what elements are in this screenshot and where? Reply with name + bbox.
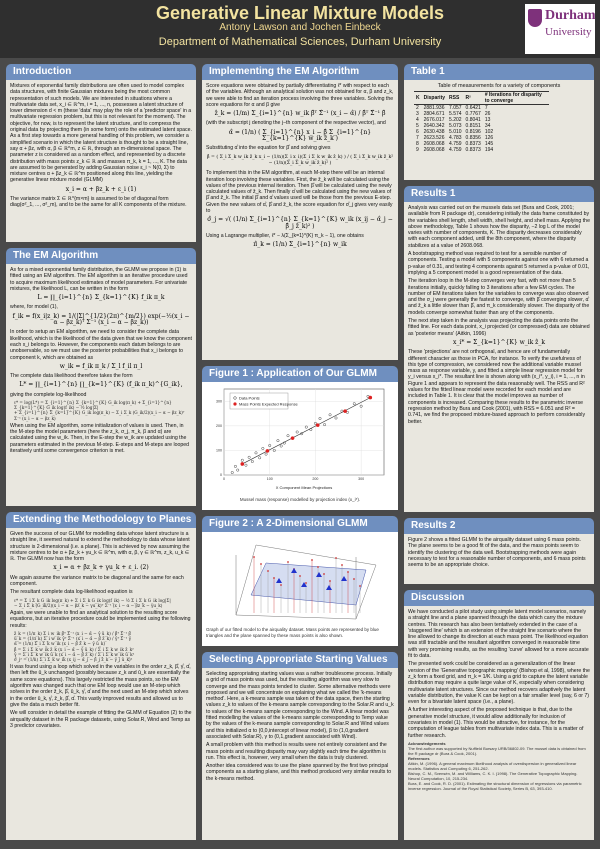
section-title-starting-values: Selecting Appropriate Starting Values xyxy=(202,652,398,668)
logo-name: Durham xyxy=(545,8,596,23)
x-tick-label: 100 xyxy=(266,477,273,481)
equation-sigma-update: σ̂_j = √( (1/n) Σ_{i=1}^{n} Σ_{k=1}^{K} w_ik (x_ij − α̂_j − β̂_j ẑ_k)² ) xyxy=(207,216,393,230)
implement-paragraph: Score equations were obtained by partially differentiating ℓ* with respect to each of the variables. Although an analytical solution was not obtained for α, β and z_k, we were able to find an iteration process involving the three variables. Solving the score equations for α and β give xyxy=(206,83,394,108)
observation-point xyxy=(353,578,355,580)
acknowledgements-text: The first author was supported by Nuffield Bursary URB/36802-09. The mussel data is obtained from the R package dr (Bura & Cook, 2001). xyxy=(408,745,586,756)
discussion-paragraph: The presented work could be considered as a generalization of the linear version of the 'Generative topographic mapping' (Bishop et al, 1998), where the z_k form a fixed grid, and π_k = 1/K. Using a grid to capture the latent variable distribution may require a quite large value of K, especially when considering multivariate latent structures. Since our method recovers adaptively the latent variable distribution, the value K can be kept on a fair smaller level (say, 6 or 7) even for a bivariate latent space (i.e., a plane). xyxy=(408,661,590,706)
reference-item: Aitkin, M. (1996). A general maximum likelihood analysis of overdispersion in generalized linear models. Statistics and Computing 6, 251-262. xyxy=(408,760,577,771)
mass-point xyxy=(266,449,270,453)
table-cell: 0.8151 xyxy=(465,123,481,130)
section-title-results1: Results 1 xyxy=(404,186,594,202)
table-cell: 5.574 xyxy=(449,111,462,118)
equation-line: γ̂ = Σ_i Σ_k w_ik û_k (x_i − α̂ − β̂ ẑ_k) / Σ_i Σ_k w_ik û_k² xyxy=(14,651,135,657)
y-tick-label: 100 xyxy=(216,448,222,453)
reference-item: Bishop, C. M., Svensén, M. and Williams, C. K. I. (1998). The Generative Topographic Mapping. Neural Computation, 10, 215-234. xyxy=(408,770,578,781)
figure1-caption: Mussel mass (response) modelled by projection index (x_i*). xyxy=(239,497,361,503)
table-cell: 9 xyxy=(416,147,419,154)
table-cell: 13 xyxy=(484,117,491,124)
equation-line: − Σ_i Σ_k (G_ik/2)(x_i − α − βz_k − γu_k)ᵀ Σ⁻¹ (x_i − α − βz_k − γu_k) xyxy=(14,602,163,608)
table-cell: 0.6421 xyxy=(465,105,481,112)
table-cell: 2623.526 xyxy=(423,135,445,142)
observation-point xyxy=(311,559,313,561)
mass-point xyxy=(343,409,347,413)
equation-line: β̂ = Σ_i Σ_k w_ik ẑ_k (x_i − α̂ − γ̂ û_k) / Σ_i Σ_k w_ik ẑ_k² xyxy=(14,646,134,652)
table-cell: 4.759 xyxy=(449,147,462,154)
x-tick-label: 0 xyxy=(223,477,225,481)
observation-point xyxy=(329,580,331,582)
section-title-implementing: Implementing the EM Algorithm xyxy=(202,64,398,80)
mass-point xyxy=(368,396,372,400)
table-cell: 7 xyxy=(484,105,488,112)
section-title-results2: Results 2 xyxy=(404,518,594,534)
table-cell: 4.783 xyxy=(449,135,462,142)
observation-point xyxy=(260,563,262,565)
results1-paragraph: The next step taken in the analysis was projecting the data points onto the fitted line. For each data point, x_i projected (or compressed) data are obtained as 'posterior means' (Aitkin, 1996) xyxy=(408,318,590,337)
em-paragraph: When using the EM algorithm, some initialization of values is used. Then, in the M-step the model parameters (here the z_k, σ_j, π_k, β and α) are calculated using the w_ik. Then, in the E-step the w_ik are updated using the parameters estimated in the previous M-step. E-steps and M-steps are looped iteratively until some convergence criterion is met. xyxy=(10,422,190,455)
section-title-table1: Table 1 xyxy=(404,64,594,80)
observation-point xyxy=(253,556,255,558)
table-cell: 2608.068 xyxy=(423,147,445,154)
equation-line: α̂ = (1/n) Σ_i Σ_k w_ik (x_i − β̂ ẑ_k − γ̂ û_k) xyxy=(14,641,106,647)
crest-icon xyxy=(528,9,542,27)
x-tick-label: 300 xyxy=(358,477,365,481)
em-paragraph: giving the complete log-likelihood xyxy=(10,391,87,398)
observation-point xyxy=(305,582,307,584)
discussion-paragraph: We have conducted a pilot study using simple latent model scenarios, namely a straight line and a plane spanned through the data which carry the mixture centres. This research has also been tentatively extended in the case of a 'staggered line' which is an extension of the straight line scenario where the line allowed to change its direction at each mass point. The likelihood equation was still tractable and the resultant algorithm converged in reasonable time with very promising results, as the resulting 'curve' allowed for a more accurate fit to data. xyxy=(408,609,589,660)
table-cell: 3 xyxy=(416,111,419,118)
observation-point xyxy=(323,573,325,575)
table-cell: 194 xyxy=(484,147,494,154)
section-title-introduction: Introduction xyxy=(6,64,196,80)
table1-panel xyxy=(404,80,594,180)
table-cell: 2804.671 xyxy=(423,111,445,118)
observation-point xyxy=(280,584,282,586)
x-tick-label: 200 xyxy=(312,477,319,481)
extend-paragraph: We again assume the variance matrix to be diagonal and the same for each component. xyxy=(10,574,184,588)
results2-paragraph: Figure 2 shows a fitted GLMM to the airquality dataset using 6 mass points. The plane seems to be a good fit of the data, and the mass points seem to identify the clustering of the data well. Bootstrapping methods were again necessary to test for a reasonable number of components, and 6 mass points seems to be an appropriate choice. xyxy=(408,537,586,569)
implement-paragraph: To implement this in the EM algorithm, at each M-step there will be an internal iteration loop involving these variables. First, the ẑ_k will be calculated using the values of the previous internal iteration. Then β̂ will be calculated using the newly calculated values of ẑ_k. Then finally α̂ will be calculated using the new values of β̂ and ẑ_k. The initial β̂ and α̂ values used will be those from the previous E-step. Given the new values of α̂, β̂ and ẑ_k, the score equation for σ̂_j gives very easily to xyxy=(206,170,393,215)
em-paragraph: In order to setup an EM algorithm, we need to consider the complete data likelihood, which is the likelihood of the data given that we know the component each x_i belongs to. However, the components each datum belongs to are unobservable, so we must use the posterior probabilities that x_i belongs to component k, which are obtained as xyxy=(10,329,192,361)
results2-body xyxy=(404,534,594,584)
table-cell: 2630.438 xyxy=(423,129,445,136)
equation-beta-update: β̂ = ( Σ_i Σ_k w_ik ẑ_k x_i − (1/n)(Σ_i x_i)(Σ_i Σ_k w_ik ẑ_k) ) / ( Σ_i Σ_k w_ik ẑ_k² − (1/n)(Σ_i Σ_k w_ik ẑ_k)² ) xyxy=(206,154,394,166)
equation-complete-likelihood: L* = ∏_{i=1}^{n} ∏_{k=1}^{K} (f_ik π_k)^{G_ik}, xyxy=(19,381,183,389)
implement-paragraph: (with the subscript j denoting the j−th component of the respective vector), and xyxy=(206,120,386,127)
observation-point xyxy=(347,571,349,573)
table-cell: 145 xyxy=(484,141,494,148)
observation-point xyxy=(273,577,275,579)
table-cell: 0.8356 xyxy=(465,135,481,142)
acknowledgements xyxy=(408,741,590,791)
section-title-discussion: Discussion xyxy=(404,590,594,606)
durham-logo xyxy=(525,4,595,54)
x-axis-label: X Component Mean Projections xyxy=(275,485,333,490)
table-cell: 6 xyxy=(416,129,419,136)
legend-label-mass: Mass Points Expected Response xyxy=(239,401,298,407)
section-title-figure1: Figure 1 : Application of Our GLMM xyxy=(202,366,398,382)
em-paragraph: where, for model (1), xyxy=(10,304,58,311)
em-paragraph: The complete data likelihood therefore takes the form xyxy=(10,373,133,380)
column-header: K xyxy=(416,95,420,102)
start-paragraph: Selecting appropriating starting values was a rather troublesome process. Initially a grid of mass points was used, but the resulting algorithm was very slow to converge and the mass points tended to cluster. Some alternative methods were proposed and we will concentrate on explaining what we called the 'k-means method'. Here, a k-means sample was taken of the data space, then the starting values z_k to values of the k-means sample corresponding to the Solar.R and u_k to values of the k-means sample corresponding to the Wind. A linear model was fitted modelling the values of the k-means sample corresponding to Temp value by the values of the k-means sample corresponding to Solar.R and Wind values and this initialized α to (0,0,intercept of linear model), β to (1,0,gradient associated with Solar.R), γ to (0,1,gradient associated with Wind). xyxy=(206,671,394,740)
acknowledgements-title: Acknowledgements xyxy=(408,740,446,746)
table-cell: 4 xyxy=(416,117,419,124)
equation-plane: x_i = α + βz_k + γu_k + ε_i. (2) xyxy=(53,564,149,572)
equation-line: σ̂_j² = (1/n) Σ_i Σ_k w_ik (x_ij − α̂_j − β̂_j ẑ_k − γ̂_j û_k)² xyxy=(14,656,133,662)
discussion-paragraph: A further interesting aspect of the proposed technique is that, due to the generative model structure, it would allow additionally for inclusion of covariates in model (1). This would be attractive, for instance, for the computation of league tables from multivariate index data. This is a matter of further research. xyxy=(408,707,584,739)
table-cell: 0.8373 xyxy=(465,147,481,154)
extend-paragraph: The resultant complete data log-likelihood equation is xyxy=(10,589,133,596)
results1-paragraph: Analysis was carried out on the mussels data set (Bura and Cook, 2001; available from R package dr), considering initially the data frame constituted by the variables shell length, shell width, shell height, and shell mass. Applying the above methodology, Table 1 shows how the disparity, −2 log L of the model varies with number of components, K. The disparity decreases considerably with each component added, until the 8th component, where the disparity stabilizes at a value of 2608.068. xyxy=(408,205,590,249)
figure2-panel xyxy=(202,532,398,646)
section-title-extend: Extending the Methodology to Planes xyxy=(6,512,196,528)
observation-point xyxy=(299,575,301,577)
mass-point xyxy=(291,436,295,440)
table-cell: 5.073 xyxy=(449,123,462,130)
legend-label-data: Data Points xyxy=(239,395,260,401)
mass-point xyxy=(240,462,244,466)
equation-line: ℓ* = log(L*) = Σ_{i=1}^{n} Σ_{k=1}^{K} G_ik log(π_k) + Σ_{i=1}^{n} Σ_{k=1}^{K} G_ik log(f_ik) − ½ log|Σ| xyxy=(14,400,172,411)
table-cell: 102 xyxy=(484,129,494,136)
section-title-figure2: Figure 2 : A 2-Dimensional GLMM xyxy=(202,516,398,532)
extend-paragraph: It was found using a loop which solved in the variables in the order z_k, β̂, γ̂, α̂, then left the û_k unchanged (possibly because z_k and û_k are essentially the same score equations). This largely restricted the mass points, so the EM algorithm was changed such that one EM loop would use an M-step which solves in the order ẑ_k, β̂, û_k, γ̂, α̂ and the next used an M-step which solves in the order û_k, γ̂, ẑ_k, β̂, α̂. This vastly improved results and allowed us to give the data a much better fit. xyxy=(10,664,191,708)
table-cell: 2640.342 xyxy=(423,123,445,130)
y-tick-label: 200 xyxy=(216,424,222,429)
intro-paragraph: Mixtures of exponential family distributions are often used to model complex data structures, with finite Gaussian mixtures being the most common representation of such models. We are interested in situations where a multivariate data set, x_i ∈ ℝ^m, i = 1, ..., n, possesses a latent structure of lower dimension d < m (these 'data' may play the role of a 'predictor space' in a multivariate regression problem, but this is not relevant for the moment). The objective, for now, is to represent the latent structure, and to compress the original data by projecting them (in some form) onto the estimated latent space. As a first step towards a more general handling of this problem, we consider a simplified scenario in which the latent structure is thought to be a straight line, say α + βz, with α, β ∈ ℝ^m, z ∈ ℝ, through an m-dimensional space. The parameter z is considered as a random effect, and represented by a discrete distribution with mass points z_k ∈ ℝ and masses π_k, k = 1, ..., K. The data are assumed to be generated by adding Gaussian noise ε_i ~ N(0, Σ) to mixture centres α + βz_k ∈ ℝ^m positioned along this line, yielding the generative linear mixture model (GLMM) xyxy=(10,83,192,184)
column-header: # Iterations for disparity to converge xyxy=(484,92,542,105)
start-paragraph: Another idea considered was to use the plane spanned by the first two principal components as a starting plane, and this method produced very similar results to the k-means method. xyxy=(206,763,392,782)
figure1-chart xyxy=(206,385,394,495)
equation-line: û_k = (1/π_k) Σ_i w_ik γ̂ᵀ Σ̂⁻¹ (x_i − α̂ − β̂ ẑ_k) / γ̂ᵀ Σ̂⁻¹ γ̂ xyxy=(14,636,132,642)
table-cell: 0.8373 xyxy=(465,141,481,148)
fitted-plane xyxy=(251,563,366,605)
extend-body xyxy=(6,528,196,840)
poster-title: Generative Linear Mixture Models xyxy=(155,3,445,23)
column-header: RSS xyxy=(449,95,460,102)
equation-glmm: x_i = α + βz_k + ε_i (1) xyxy=(65,185,137,193)
figure1-panel xyxy=(202,382,398,510)
mass-point xyxy=(316,423,320,427)
logo-subname: University xyxy=(545,26,592,38)
em-paragraph: As for a mixed exponential family distribution, the GLMM we propose in (1) is fitted using an EM algorithm. The EM algorithm is an iterative procedure used to acquire maximum likelihood estimates of model parameters. For univariate mixtures, the likelihood L, can be written in the form xyxy=(10,267,188,292)
table-cell: 2676.017 xyxy=(423,117,445,124)
observation-point xyxy=(335,557,337,559)
table-cell: 2608.068 xyxy=(423,141,445,148)
start-paragraph: A small problem with this method is results were not entirely consistent and the mass points and resulting disparity may vary slightly each time the algorithm is run. This effect is, however, very small when the data is truly clustered. xyxy=(206,742,387,761)
equation-posterior: w_ik = f_ik π_k / Σ_l f_il π_l xyxy=(59,362,143,370)
equation-line: ℓ* = Σ_i Σ_k G_ik log(π_k) + Σ_i Σ_k G_ik log(f_ik) − ½ Σ_i Σ_k G_ik log|Σ| xyxy=(14,597,171,603)
results1-body xyxy=(404,202,594,512)
equation-pi-update: π̂_k = (1/n) Σ_{i=1}^{n} w_ik xyxy=(253,241,347,249)
table-cell: 7 xyxy=(416,135,419,142)
figure2-caption: Graph of our fitted model to the airquality dataset. Mass points are represented by blue triangles and the plane spanned by these mass points is also shown. xyxy=(206,627,379,638)
implement-paragraph: Using a Lagrange multiplier, ℓ* − λ(Σ_{k=1}^{K} π_k − 1), one obtains xyxy=(206,232,364,239)
table-cell: 7.057 xyxy=(449,105,462,112)
equation-density: f_ik = f(x_i|z_k) = 1/(|Σ|^{1/2}(2π)^{m/2}) exp(−½(x_i − α − βz_k)ᵀ Σ⁻¹ (x_i − α − βz_k)) xyxy=(12,312,190,327)
equation-line: ẑ_k = (1/π_k) Σ_i w_ik β̂ᵀ Σ̂⁻¹ (x_i − α̂ − γ̂ û_k) / β̂ᵀ Σ̂⁻¹ β̂ xyxy=(14,630,131,636)
table-cell: 0.8196 xyxy=(465,129,481,136)
table-row xyxy=(414,147,549,153)
column-header: R² xyxy=(465,95,471,102)
table-cell: 2881.936 xyxy=(423,105,445,112)
figure2-3d-plot xyxy=(206,535,394,625)
results1-paragraph: A bootstrapping method was required to test for a sensible number of components. Testing a model with 5 components against one with 6 returned a p-value of 0.31, and testing 4 components against 5 returned a p-value of 0.01, implying a 5 component model is a good representation of the data. xyxy=(408,251,590,276)
results1-paragraph: The iteration loop in the M-step converges very fast, with not more than 5 iterations initially, quickly falling to 3 iterations after a few EM cycles. The number of EM iterations taken for the variables to converge was also observed and the σ_j were generally the fastest to converge, with β̂ converging slower, α̂ and ẑ_k a little slower than β̂, and π_k considerably slower. The disparity of the models converge somewhat faster than any of the components. xyxy=(408,278,590,316)
observation-point xyxy=(359,585,361,587)
column-header: Disparity xyxy=(423,95,446,102)
introduction-body xyxy=(6,80,196,242)
table-cell: 5.010 xyxy=(449,129,462,136)
extend-paragraph: We will consider in detail the example of fitting the GLMM of Equation (2) to the airquality dataset in the R package datasets, using Solar.R, Wind and Temp as 3 predictor covariates. xyxy=(10,710,192,729)
implement-paragraph: Substituting α̂ into the equation for β̂ and solving gives xyxy=(206,145,331,152)
measurements-table xyxy=(414,91,549,153)
equation-alpha-update: α̂ = (1/n) ( Σ_{i=1}^{n} x_i − β̂ Σ_{i=1}^{n} Σ_{k=1}^{K} w_ik ẑ_k ) xyxy=(228,128,372,143)
equation-loglik xyxy=(14,400,192,421)
discussion-body xyxy=(404,606,594,840)
table-cell: 34 xyxy=(484,123,491,130)
equation-projection: x_i* = Σ_{k=1}^{K} w_ik ẑ_k xyxy=(453,338,545,346)
table-cell: 2 xyxy=(416,105,419,112)
observation-point xyxy=(267,570,269,572)
table-cell: 5 xyxy=(416,123,419,130)
equation-updates xyxy=(14,631,192,662)
table-header-row xyxy=(414,92,549,105)
references-title: References xyxy=(408,755,430,761)
table-cell: 26 xyxy=(484,111,491,118)
table-cell: 126 xyxy=(484,135,494,142)
observation-point xyxy=(341,564,343,566)
equation-plane-loglik xyxy=(14,598,192,608)
reference-item: Bura, E. and Cook, R. D. (2001). Estimating the structural dimension of regressions via parametric inverse regression. Journal of the Royal Statistical Society, Series B, 63, 393-410. xyxy=(408,780,582,791)
results1-paragraph: These 'projections' are not orthogonal, and hence are of fundamentally different character as those in PCA, for instance. To verify the usefulness of this type of compression, we considered now the additional variable mussel mass as response variable, y, and fitted a simple linear regression model for y_i versus x_i*. The resultant line is shown along with (x_i*, y_i), i = 1, ..., n in Figure 1 and appears to represent the data reasonably well. The RSS and R² values for the fitted linear model were recorded for each model and are included in Table 1. It is clear that the model improves as number of components is increased. Comparing these results to the parametric inverse regression method by Bura and Cook (2001), with RSS = 6.051 and R² = 0.741, we find the proposed mixture-based approach to perform considerably better. xyxy=(408,349,586,425)
observation-point xyxy=(287,561,289,563)
intro-paragraph: The variance matrix Σ ∈ ℝ^{m×m} is assumed to be of diagonal form diag(σ²_1, ..., σ²_m), and to be the same for all K components of the mixture. xyxy=(10,196,187,209)
poster-department: Department of Mathematical Sciences, Durham University xyxy=(158,36,442,48)
extend-paragraph: Given the success of our GLMM for modelling data whose latent structure is a straight line, it seemed natural to extend the methodology to data whose latent structure is 2-dimensional (i.e. a plane). This is achieved by now assuming the mixture centres to be α + βz_k + γu_k ∈ ℝ^m, with α, β, γ ∈ ℝ^m, z_k, u_k ∈ ℝ. The GLMM now has the form xyxy=(10,531,190,563)
em-body xyxy=(6,264,196,506)
poster-header xyxy=(0,0,600,58)
table-cell: 4.759 xyxy=(449,141,462,148)
table-cell: 0.7767 xyxy=(465,111,481,118)
section-title-em: The EM Algorithm xyxy=(6,248,196,264)
table1-caption: Table of measurements for a variety of components xyxy=(437,83,561,89)
poster-authors: Antony Lawson and Jochen Einbeck xyxy=(219,22,381,33)
table-cell: 8 xyxy=(416,141,419,148)
extend-paragraph: Again, we were unable to find an analytical solution to the resulting score equations, but an iterative procedure could be implemented using the following results: xyxy=(10,610,191,629)
observation-point xyxy=(317,566,319,568)
equation-line: + Σ_{i=1}^{n} Σ_{k=1}^{K} G_ik log(π_k) − Σ_i Σ_k (G_ik/2)(x_i − α − βz_k)ᵀ Σ⁻¹ (x_i − α − βz_k) xyxy=(14,410,185,421)
y-tick-label: 300 xyxy=(216,399,222,404)
implementing-body xyxy=(202,80,398,360)
table-cell: 0.8041 xyxy=(465,117,481,124)
table-cell: 5.202 xyxy=(449,117,462,124)
y-tick-label: 0 xyxy=(220,473,222,478)
equation-likelihood: L = ∏_{i=1}^{n} Σ_{k=1}^{K} f_ik π_k xyxy=(37,294,165,302)
starting-values-body xyxy=(202,668,398,840)
equation-z-update: ẑ_k = (1/m) Σ_{i=1}^{n} w_ik β̂ᵀ Σ̂⁻¹ (x_i − α̂) / β̂ᵀ Σ̂⁻¹ β̂ xyxy=(214,110,386,118)
legend-marker-mass xyxy=(233,402,236,405)
